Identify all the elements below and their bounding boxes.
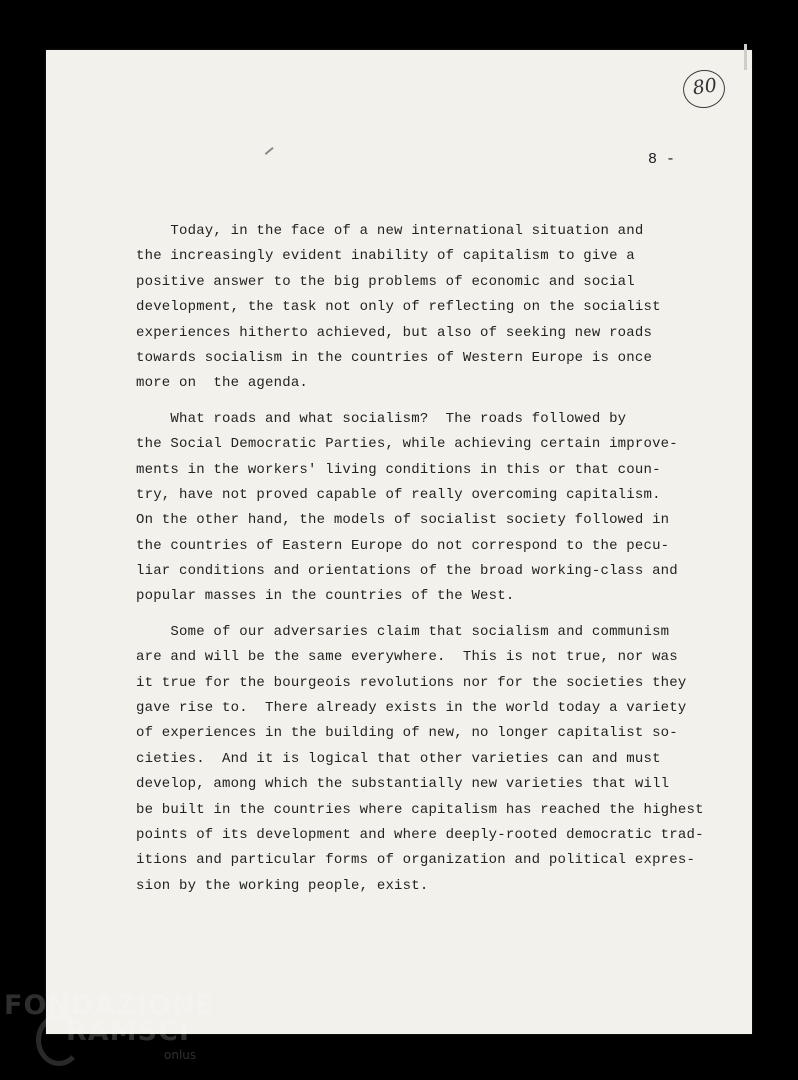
paragraph-spacer [136, 610, 736, 620]
body-text [136, 219, 736, 899]
text-line: more on the agenda. [136, 375, 309, 392]
page-corner-edge [744, 44, 747, 70]
archive-watermark [4, 990, 215, 1070]
text-line: of experiences in the building of new, no longer capitalist so- [136, 725, 678, 742]
text-line: liar conditions and orientations of the broad working-class and [136, 563, 678, 580]
text-line: experiences hitherto achieved, but also of seeking new roads [136, 324, 653, 341]
text-line: Some of our adversaries claim that socialism and communism [136, 623, 670, 640]
handwritten-folio-number [681, 67, 728, 110]
text-line: the increasingly evident inability of capitalism to give a [136, 248, 635, 265]
text-line: towards socialism in the countries of Western Europe is once [136, 349, 653, 366]
text-line: sion by the working people, exist. [136, 877, 429, 894]
text-line: popular masses in the countries of the West. [136, 588, 515, 605]
text-line: the countries of Eastern Europe do not correspond to the pecu- [136, 537, 670, 554]
text-line: the Social Democratic Parties, while achieving certain improve- [136, 436, 678, 453]
paragraph-spacer [136, 397, 736, 407]
folio-number-text: 80 [691, 74, 719, 100]
text-line: cieties. And it is logical that other varieties can and must [136, 750, 661, 767]
text-line: are and will be the same everywhere. This is not true, nor was [136, 649, 678, 666]
text-line: itions and particular forms of organization and political expres- [136, 852, 696, 869]
text-line: develop, among which the substantially new varieties that will [136, 776, 670, 793]
text-line: it true for the bourgeois revolutions nor for the societies they [136, 674, 687, 691]
watermark-line-3: onlus [164, 1048, 197, 1062]
text-line: On the other hand, the models of socialist society followed in [136, 512, 670, 529]
paragraph-3 [136, 620, 736, 899]
text-line: try, have not proved capable of really overcoming capitalism. [136, 486, 661, 503]
watermark-line-2: RAMSCI [66, 1016, 190, 1047]
text-line: What roads and what socialism? The roads followed by [136, 410, 627, 427]
paragraph-2 [136, 407, 736, 610]
text-line: positive answer to the big problems of economic and social [136, 273, 635, 290]
text-line: points of its development and where deeply-rooted democratic trad- [136, 826, 704, 843]
text-line: Today, in the face of a new international situation and [136, 223, 644, 239]
text-line: development, the task not only of reflecting on the socialist [136, 299, 661, 316]
document-page [46, 50, 752, 1034]
paragraph-1 [136, 219, 736, 397]
text-line: be built in the countries where capitalism has reached the highest [136, 801, 704, 818]
page-number: 8 - [648, 151, 676, 168]
text-line: gave rise to. There already exists in the world today a variety [136, 700, 687, 717]
text-line: ments in the workers' living conditions in this or that coun- [136, 461, 661, 478]
pencil-mark [265, 147, 274, 155]
watermark-line-1: FONDAZIONE [4, 990, 215, 1021]
